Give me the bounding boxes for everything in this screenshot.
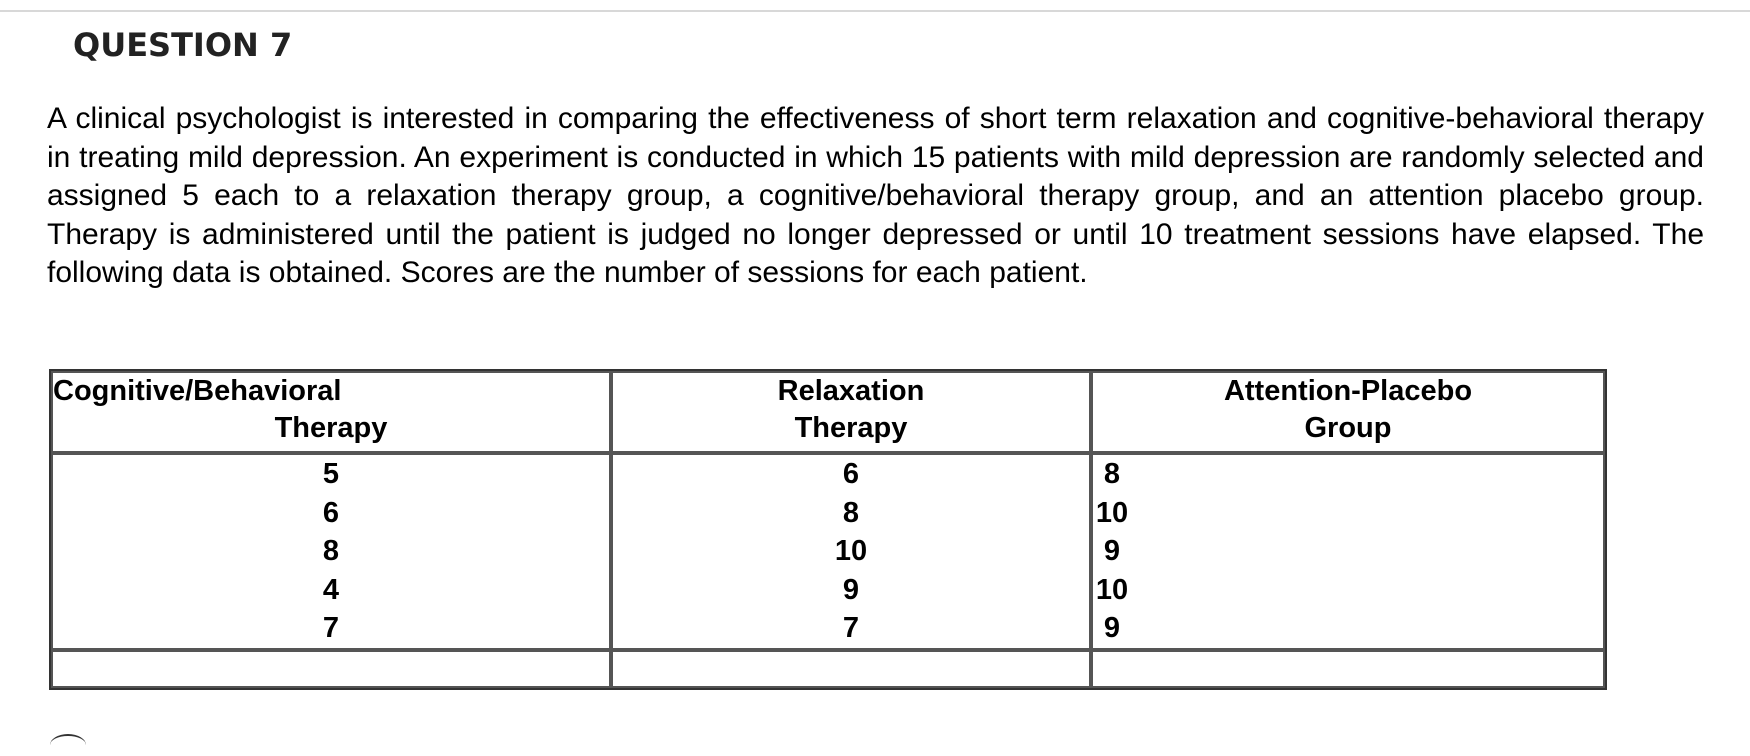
table-cell: 7 xyxy=(842,612,860,644)
question-title: QUESTION 7 xyxy=(73,26,293,64)
table-cell: 9 xyxy=(1103,535,1121,567)
empty-cell xyxy=(611,650,1091,688)
table-cell: 10 xyxy=(834,535,868,567)
table-cell: 8 xyxy=(322,535,340,567)
header-relaxation xyxy=(611,371,1091,453)
table-cell: 8 xyxy=(1103,458,1121,490)
header-line1: Attention-Placebo xyxy=(1223,375,1473,407)
table-cell: 8 xyxy=(842,496,860,529)
empty-cell xyxy=(1091,650,1605,688)
header-line2: Therapy xyxy=(274,412,388,444)
header-attention-placebo xyxy=(1091,371,1605,453)
header-cognitive-behavioral xyxy=(51,371,611,453)
table-empty-row xyxy=(51,650,1605,688)
table-cell: 9 xyxy=(842,573,860,606)
cognitive-behavioral-values xyxy=(51,453,611,650)
table-cell: 10 xyxy=(1095,496,1129,529)
table-row xyxy=(51,453,1605,650)
question-text: A clinical psychologist is interested in comparing the effectiveness of short term relaxation and cognitive-behavioral therapy in treating mild depression. An experiment is conducted in which 15 patients with mild depression are randomly selected and assigned 5 each to a relaxation therapy group, a cognitive/behavioral therapy group, and an attention placebo group. Therapy is administered until the patient is judged no longer depressed or until 10 treatment sessions have elapsed. The following data is obtained. Scores are the number of sessions for each patient. xyxy=(47,102,1704,289)
empty-cell xyxy=(51,650,611,688)
table-cell: 4 xyxy=(322,573,340,606)
table-cell: 6 xyxy=(842,458,860,490)
table-cell: 5 xyxy=(322,458,340,490)
header-line1: Relaxation xyxy=(777,375,925,407)
attention-placebo-values xyxy=(1091,453,1605,650)
next-content-fragment xyxy=(50,734,86,756)
data-table xyxy=(49,369,1607,690)
header-line2: Group xyxy=(1304,412,1392,444)
header-line2: Therapy xyxy=(794,412,908,444)
table-cell: 6 xyxy=(322,496,340,529)
table-cell: 10 xyxy=(1095,573,1129,606)
table-cell: 7 xyxy=(322,612,340,644)
table-cell: 9 xyxy=(1103,612,1121,644)
top-divider xyxy=(0,10,1750,12)
table-header-row xyxy=(51,371,1605,453)
relaxation-values xyxy=(611,453,1091,650)
header-line1: Cognitive/Behavioral xyxy=(53,375,342,407)
